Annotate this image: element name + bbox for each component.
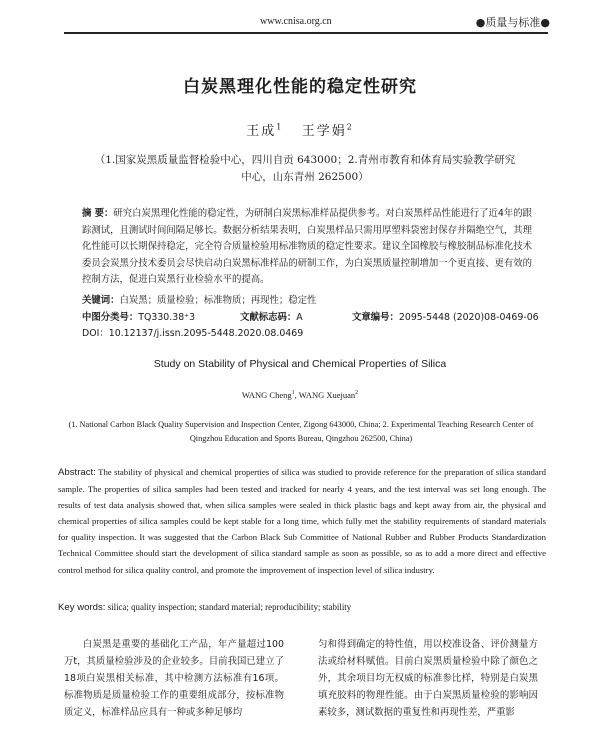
journal-url: www.cnisa.org.cn bbox=[260, 16, 332, 27]
header-rule bbox=[64, 32, 548, 34]
authors-zh bbox=[0, 120, 600, 139]
abstract-zh bbox=[82, 206, 532, 289]
author-2-mark: 2 bbox=[346, 122, 354, 132]
article-id-label: 文章编号： bbox=[352, 312, 399, 323]
section-label: ●质量与标准● bbox=[475, 16, 550, 29]
paper-title-en: Study on Stability of Physical and Chemical Properties of Silica bbox=[153, 358, 447, 370]
clc-number bbox=[82, 309, 195, 323]
body-column-right: 匀和得到确定的特性值，用以校准设备、评价测量方法或给材料赋值。目前白炭黑质量检验中除了颜色之外，其余项目均无权威的标准参比样，特别是白炭黑填充胶料的物理性能。由于白炭黑质量检验的影响因素较多，测试数据的重复性和再现性差，严重影 bbox=[318, 639, 538, 718]
author-2-zh: 王学娟 bbox=[301, 124, 347, 139]
author-1-en: WANG Cheng bbox=[241, 390, 292, 400]
article-id bbox=[352, 309, 539, 323]
document-code bbox=[240, 309, 303, 323]
clc-label: 中图分类号： bbox=[82, 312, 139, 323]
page-header bbox=[0, 0, 600, 38]
keywords-en-text: silica; quality inspection; standard material; reproducibility; stability bbox=[105, 602, 352, 612]
author-1-en-mark: 1 bbox=[291, 390, 295, 397]
abstract-en bbox=[58, 464, 546, 578]
keywords-zh bbox=[82, 292, 316, 306]
abstract-zh-text: 研究白炭黑理化性能的稳定性，为研制白炭黑标准样品提供参考。对白炭黑样品性能进行了近4年的跟踪测试，且测试时间间隔足够长。数据分析结果表明，白炭黑样品只需用厚塑料袋密封保存并隔绝空气，其理化性能可以长期保持稳定，完全符合质量检验用标准物质的稳定性要求。建议全国橡胶与橡胶制品标准化技术委员会炭黑分技术委员会尽快启动白炭黑标准样品的研制工作，为白炭黑质量控制增加一个更直接、更有效的控制方法，促进白炭黑行业检验水平的提高。 bbox=[82, 208, 533, 285]
abstract-en-label: Abstract: bbox=[58, 467, 96, 478]
article-id-value: 2095-5448 (2020)08-0469-06 bbox=[398, 312, 539, 323]
author-1-zh: 王成 bbox=[246, 124, 277, 139]
keywords-zh-label: 关键词： bbox=[82, 295, 120, 306]
keywords-en bbox=[58, 602, 351, 613]
keywords-zh-text: 白炭黑；质量检验；标准物质；再现性；稳定性 bbox=[119, 295, 317, 306]
author-2-en-mark: 2 bbox=[355, 390, 359, 397]
author-1-mark: 1 bbox=[276, 122, 284, 132]
clc-value: TQ330.38⁺3 bbox=[138, 312, 196, 323]
affiliation-en: (1. National Carbon Black Quality Supervision and Inspection Center, Zigong 643000, China; 2. Experimental Teaching Research Center of Qingzhou Education and Sports Bureau, Qingzhou 262500, China) bbox=[68, 420, 534, 443]
authors-en: WANG Cheng$^1$, WANG Xuejuan$^2$ bbox=[241, 390, 359, 400]
author-2-en: WANG Xuejuan bbox=[298, 390, 356, 400]
keywords-en-label: Key words: bbox=[58, 602, 106, 613]
doi: DOI：10.12137/j.issn.2095-5448.2020.08.0469 bbox=[82, 328, 304, 339]
document-code-value: A bbox=[296, 312, 303, 323]
body-column-left: 白炭黑是重要的基础化工产品，年产量超过100万t，其质量检验涉及的企业较多。目前我国已建立了18项白炭黑相关标准，其中检测方法标准有16项。标准物质是质量检验工作的重要组成部分，按标准物质定义，标准样品应具有一种或多种足够均 bbox=[64, 639, 284, 718]
abstract-en-text: The stability of physical and chemical properties of silica was studied to provide reference for the preparation of silica standard sample. The properties of silica samples had been tested and tracked for nearly 4 years, and the test interval was set long enough. The results of test data analysis showed that, when silica samples were sealed in thick plastic bags and kept away from air, the physical and chemical properties of silica samples could be kept stable for a long time, which fully met the stability requirements of standard materials for quality inspection. It was suggested that the Carbon Black Sub Committee of National Rubber and Rubber Products Standardization Technical Committee should start the development of silica standard sample as soon as possible, so as to add a more direct and effective control method for silica quality control, and promote the improvement of inspection level of silica industry. bbox=[58, 467, 546, 575]
affiliation-zh: （1.国家炭黑质量监督检验中心，四川自贡 643000；2.青州市教育和体育局实验教学研究中心，山东青州 262500） bbox=[94, 154, 516, 183]
abstract-zh-label: 摘 要： bbox=[82, 208, 114, 219]
document-code-label: 文献标志码： bbox=[240, 312, 297, 323]
paper-title-zh: 白炭黑理化性能的稳定性研究 bbox=[183, 77, 417, 97]
